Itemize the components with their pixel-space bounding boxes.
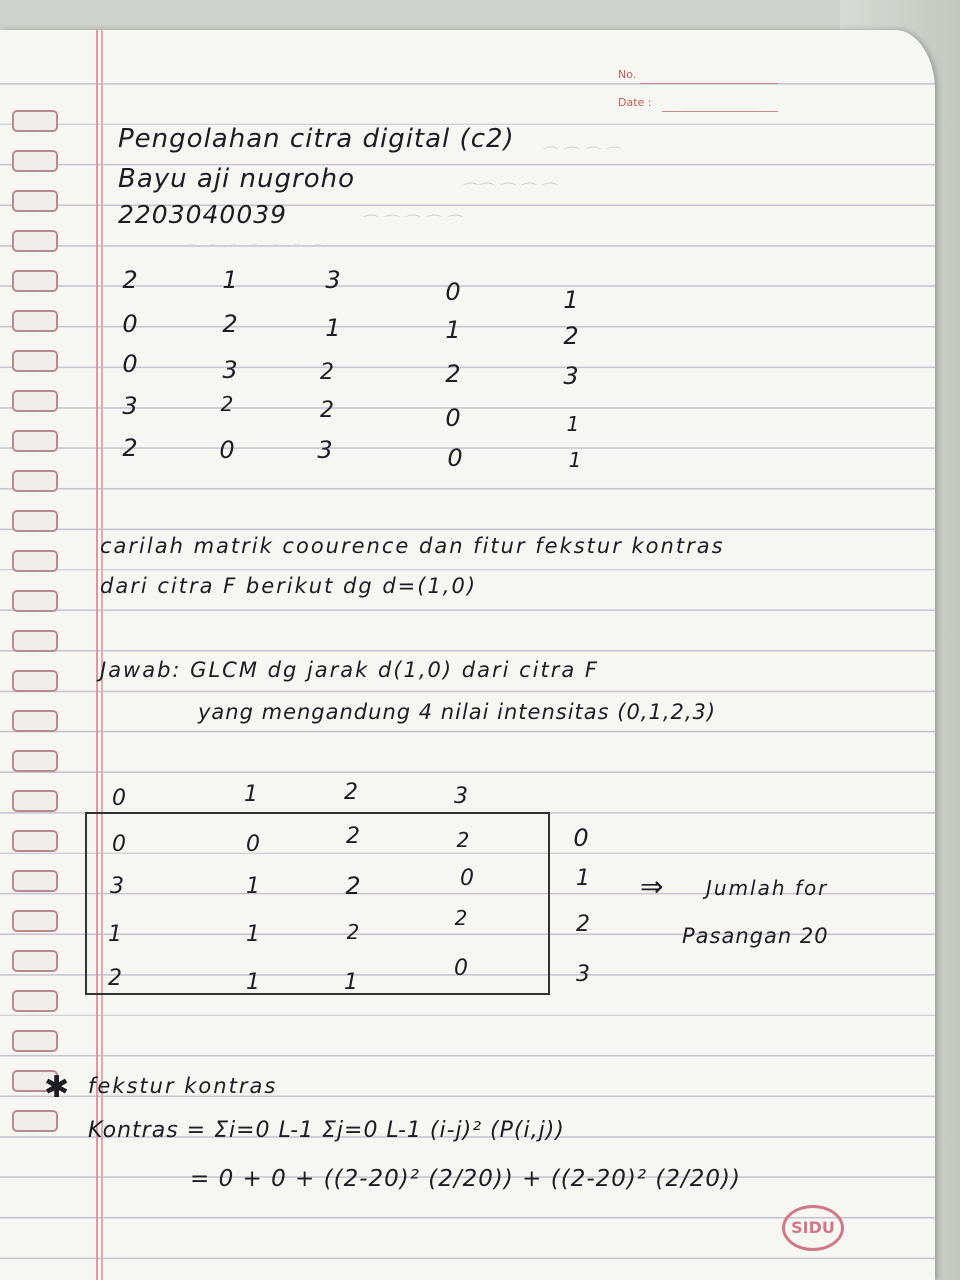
binder-ring xyxy=(12,1110,58,1132)
glcm-col-header: 3 xyxy=(454,784,468,809)
matrix-cell: 2 xyxy=(320,360,334,385)
question-line-2: dari citra F berikut dg d=(1,0) xyxy=(100,574,478,598)
matrix-cell: 0 xyxy=(445,278,461,306)
question-line-1: carilah matrik coourence dan fitur fekstur kontras xyxy=(100,534,725,558)
matrix-cell: 1 xyxy=(568,448,582,472)
matrix-cell: 0 xyxy=(447,444,463,472)
answer-line-1: Jawab: GLCM dg jarak d(1,0) dari citra F xyxy=(100,658,599,682)
glcm-cell: 1 xyxy=(246,922,260,947)
binder-ring xyxy=(12,390,58,412)
glcm-cell: 0 xyxy=(460,866,474,891)
feature-heading: fekstur kontras xyxy=(88,1074,278,1098)
binder-ring xyxy=(12,150,58,172)
glcm-cell: 2 xyxy=(346,920,360,944)
matrix-cell: 3 xyxy=(122,392,138,420)
matrix-cell: 3 xyxy=(563,362,579,390)
bleed-through: ⌒ ⌒ ⌒ ⌒ ⌒ ⌒ ⌒ xyxy=(180,243,323,262)
glcm-row-label: 3 xyxy=(576,962,590,987)
glcm-cell: 2 xyxy=(346,824,360,849)
binder-ring xyxy=(12,590,58,612)
binder-ring xyxy=(12,870,58,892)
binder-ring xyxy=(12,310,58,332)
pair-count-note-1: Jumlah for xyxy=(706,876,829,900)
pair-count-note-2: Pasangan 20 xyxy=(682,924,829,948)
matrix-cell: 0 xyxy=(219,436,235,464)
matrix-cell: 1 xyxy=(566,412,580,436)
matrix-cell: 2 xyxy=(222,310,238,338)
course-title: Pengolahan citra digital (c2) xyxy=(118,124,515,154)
binder-ring xyxy=(12,830,58,852)
glcm-cell: 2 xyxy=(454,906,468,930)
glcm-cell: 1 xyxy=(246,970,260,995)
binder-ring xyxy=(12,190,58,212)
binder-ring xyxy=(12,1030,58,1052)
contrast-calculation: = 0 + 0 + ((2-20)² (2/20)) + ((2-20)² (2/20)) xyxy=(190,1166,741,1192)
contrast-formula: Kontras = Σi=0 L-1 Σj=0 L-1 (i-j)² (P(i,j)) xyxy=(88,1118,565,1143)
date-label: Date : xyxy=(618,96,652,109)
binder-ring xyxy=(12,910,58,932)
no-label: No. xyxy=(618,68,637,81)
star-icon: ✱ xyxy=(44,1070,71,1105)
matrix-cell: 1 xyxy=(445,316,461,344)
implies-arrow-icon: ⇒ xyxy=(640,870,665,903)
bleed-through: ⌒⌒ ⌒ ⌒ ⌒ xyxy=(460,181,556,200)
binder-ring xyxy=(12,630,58,652)
glcm-cell: 2 xyxy=(456,828,470,852)
glcm-col-header: 2 xyxy=(344,780,358,805)
student-name: Bayu aji nugroho xyxy=(118,164,355,194)
glcm-cell: 1 xyxy=(344,970,358,995)
bleed-through: ⌒ ⌒ ⌒ ⌒ ⌒ xyxy=(360,213,461,232)
binder-ring xyxy=(12,710,58,732)
glcm-row-label: 2 xyxy=(576,912,590,937)
matrix-cell: 0 xyxy=(445,404,461,432)
matrix-cell: 3 xyxy=(317,436,333,464)
binder-ring xyxy=(12,990,58,1012)
matrix-cell: 2 xyxy=(320,398,334,423)
binder-ring xyxy=(12,510,58,532)
matrix-cell: 2 xyxy=(445,360,461,388)
glcm-cell: 1 xyxy=(246,874,260,899)
matrix-cell: 2 xyxy=(122,434,138,462)
matrix-cell: 0 xyxy=(122,310,138,338)
glcm-cell: 2 xyxy=(345,872,361,900)
matrix-cell: 0 xyxy=(122,350,138,378)
matrix-cell: 3 xyxy=(222,356,238,384)
logo-text: SIDU xyxy=(791,1218,835,1237)
glcm-col-header: 0 xyxy=(112,786,126,811)
binder-ring xyxy=(12,230,58,252)
answer-line-2: yang mengandung 4 nilai intensitas (0,1,2,3) xyxy=(198,700,717,724)
matrix-cell: 1 xyxy=(563,286,579,314)
glcm-row-label: 1 xyxy=(576,866,590,891)
binder-ring xyxy=(12,110,58,132)
matrix-cell: 2 xyxy=(220,392,234,416)
binder-ring xyxy=(12,790,58,812)
student-id: 2203040039 xyxy=(118,200,288,229)
sidu-logo xyxy=(782,1205,844,1251)
glcm-cell: 1 xyxy=(108,922,122,947)
binder-ring xyxy=(12,670,58,692)
binder-ring xyxy=(12,430,58,452)
glcm-col-header: 1 xyxy=(244,782,258,807)
glcm-cell: 0 xyxy=(112,832,126,857)
glcm-cell: 2 xyxy=(108,966,122,991)
glcm-matrix-box xyxy=(85,812,550,995)
binder-ring xyxy=(12,750,58,772)
matrix-cell: 2 xyxy=(122,266,138,294)
binder-ring xyxy=(12,270,58,292)
binder-ring xyxy=(12,550,58,572)
binder-ring xyxy=(12,470,58,492)
matrix-cell: 3 xyxy=(325,266,341,294)
matrix-cell: 2 xyxy=(563,322,579,350)
binder-ring xyxy=(12,950,58,972)
glcm-cell: 0 xyxy=(246,832,260,857)
binder-ring xyxy=(12,350,58,372)
glcm-cell: 0 xyxy=(454,956,468,981)
glcm-cell: 3 xyxy=(110,874,124,899)
no-line xyxy=(640,83,778,84)
matrix-cell: 1 xyxy=(325,314,341,342)
date-line xyxy=(662,111,778,112)
matrix-cell: 1 xyxy=(222,266,238,294)
bleed-through: ⌒ ⌒ ⌒ ⌒ xyxy=(540,145,620,164)
glcm-row-label: 0 xyxy=(573,824,589,852)
